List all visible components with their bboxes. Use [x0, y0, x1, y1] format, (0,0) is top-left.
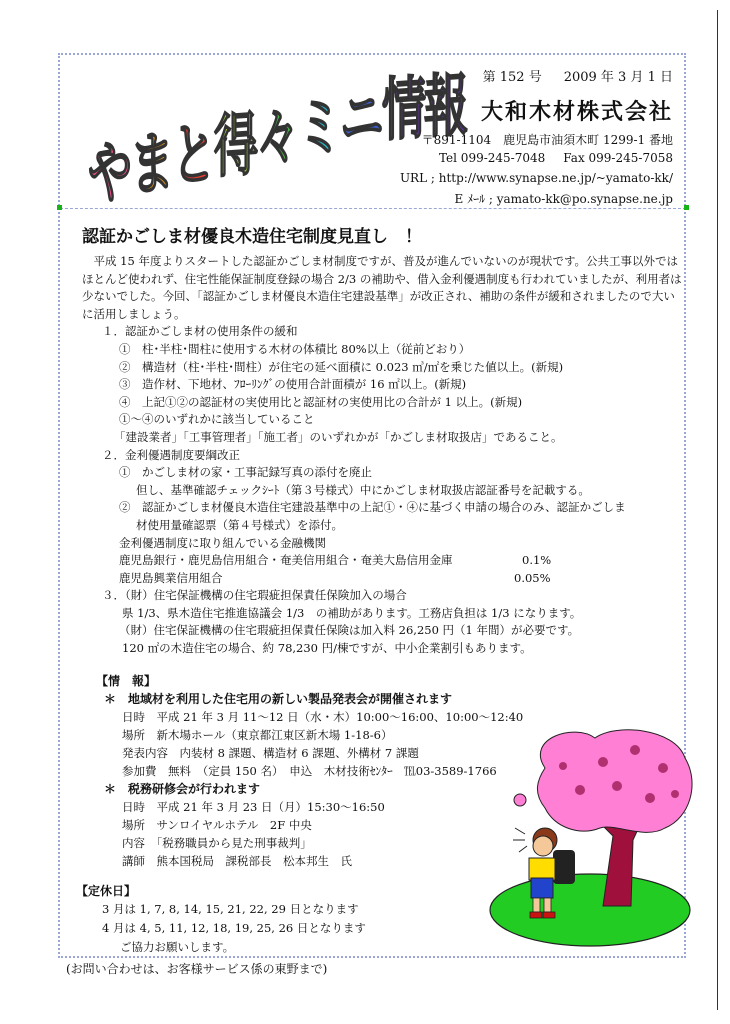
article-intro: 平成 15 年度よりスタートした認証かごしま材制度ですが、普及が進んでいないのが現状です。公共工事以外ではほとんど使われず、住宅性能保証制度登録の場合 2/3 の補助や、借入金利優遇制度も行われていましたが、利用者は少ないでした。今回、「認証かごしま材優良木造住宅建設基準」が改正され、補助の条件が緩和されましたので大いに活用しましょう。	[82, 254, 682, 321]
selection-handle	[57, 205, 62, 210]
event-2-line: 日時 平成 21 年 3 月 23 日（月）15:30～16:50	[122, 799, 385, 814]
title-char: 情	[382, 69, 424, 152]
holiday-line: ご協力お願いします。	[120, 939, 235, 954]
holiday-heading: 【定休日】	[76, 883, 137, 898]
event-1-line: 日時 平成 21 年 3 月 11～12 日（水・木）10:00～16:00、10:00～12:40	[122, 709, 524, 724]
event-2-title: ＊ 税務研修会が行われます	[104, 781, 261, 796]
title-char: や	[88, 133, 130, 216]
bank-names: 鹿児島興業信用組合	[119, 570, 223, 585]
section-3-title: ３．（財）住宅保証機構の住宅瑕疵担保責任保険加入の場合	[102, 588, 407, 603]
section-3-line: （財）住宅保証機構の住宅瑕疵担保責任保険は加入料 26,250 円（1 年間）が必要です。	[119, 623, 580, 638]
info-heading: 【情 報】	[96, 673, 157, 688]
title-char: と	[172, 114, 214, 197]
section-1-item: ② 構造材（柱･半柱･間柱）が住宅の延べ面積に 0.023 ㎥/㎡を乗じた値以上。(新規)	[119, 359, 564, 374]
bank-row	[82, 552, 682, 570]
title-char: 報	[424, 66, 466, 149]
title-char: 々	[256, 96, 298, 179]
bank-names: 鹿児島銀行・鹿児島信用組合・奄美信用組合・奄美大島信用金庫	[119, 553, 453, 568]
section-2-item-sub: 但し、基準確認チェックｼｰﾄ（第３号様式）中にかごしま材取扱店認証番号を記載する。	[136, 482, 590, 497]
bank-list-title: 金利優遇制度に取り組んでいる金融機関	[119, 535, 326, 550]
section-3-line: 県 1/3、県木造住宅推進協議会 1/3 の補助があります。工務店負担は 1/3 になります。	[122, 605, 582, 620]
company-address: 〒891-1104 鹿児島市油須木町 1299-1 番地	[421, 133, 673, 147]
title-char: ま	[130, 123, 172, 206]
event-2-line: 講師 熊本国税局 課税部長 松本邦生 氏	[122, 853, 352, 868]
footer-contact-note: (お問い合わせは、お客様サービス係の東野まで)	[66, 962, 328, 976]
bank-rate: 0.05%	[514, 570, 551, 585]
section-2-item: ② 認証かごしま材優良木造住宅建設基準中の上記①・④に基づく申請の場合のみ、認証かごしま	[119, 500, 626, 515]
page-edge-rule	[717, 10, 718, 1010]
section-2-title: ２．金利優遇制度要綱改正	[102, 447, 240, 462]
section-3-line: 120 ㎡の木造住宅の場合、約 78,230 円/棟ですが、中小企業割引もあります。	[122, 641, 532, 656]
tel-number: Tel 099-245-7048	[438, 151, 546, 165]
title-char: ミ	[298, 87, 340, 170]
issue-number: 第 152 号	[482, 70, 542, 85]
event-2-line: 内容 「税務職員から見た刑事裁判」	[122, 835, 312, 850]
contact-phone	[439, 151, 673, 165]
selection-handle	[684, 205, 689, 210]
email-address[interactable]: E ﾒｰﾙ ; yamato-kk@po.synapse.ne.jp	[454, 192, 673, 206]
bank-row	[82, 570, 682, 588]
title-char: 得	[214, 105, 256, 188]
holiday-line: 4 月は 4, 5, 11, 12, 18, 19, 25, 26 日となります	[102, 920, 366, 935]
bank-rate: 0.1%	[522, 553, 552, 568]
section-1-note: 「建設業者」「工事管理者」「施工者」のいずれかが「かごしま材取扱店」であること。	[114, 429, 563, 444]
section-1-title: １．認証かごしま材の使用条件の緩和	[102, 324, 298, 339]
section-2-item-sub: 材使用量確認票（第４号様式）を添付。	[136, 517, 343, 532]
holiday-line: 3 月は 1, 7, 8, 14, 15, 21, 22, 29 日となります	[102, 901, 359, 916]
section-1-item: ④ 上記①②の認証材の実使用比と認証材の実使用比の合計が 1 以上。(新規)	[119, 394, 523, 409]
event-1-line: 参加費 無料 （定員 150 名） 申込 木材技術ｾﾝﾀｰ ℡03-3589-1766	[122, 763, 497, 778]
article-headline: 認証かごしま材優良木造住宅制度見直し ！	[82, 227, 422, 247]
event-2-line: 場所 サンロイヤルホテル 2F 中央	[122, 817, 312, 832]
website-url[interactable]: URL ; http://www.synapse.ne.jp/~yamato-kk/	[399, 171, 673, 185]
newsletter-wordart-title	[88, 47, 466, 216]
company-name: 大和木材株式会社	[480, 100, 673, 125]
event-1-line: 場所 新木場ホール（東京都江東区新木場 1-18-6）	[122, 727, 393, 742]
section-2-item: ① かごしま材の家・工事記録写真の添付を廃止	[119, 465, 372, 480]
section-1-item: ③ 造作材、下地材、ﾌﾛｰﾘﾝｸﾞの使用合計面積が 16 ㎡以上。(新規)	[119, 377, 467, 392]
cherry-tree-child-illustration	[485, 728, 700, 948]
event-1-title: ＊ 地域材を利用した住宅用の新しい製品発表会が開催されます	[104, 691, 453, 706]
event-1-line: 発表内容 内装材 8 課題、構造材 6 課題、外構材 7 課題	[122, 745, 419, 760]
fax-number: Fax 099-245-7058	[563, 151, 673, 165]
section-1-item: ①～④のいずれかに該当していること	[119, 412, 315, 427]
issue-date: 2009 年 3 月 1 日	[563, 70, 673, 85]
title-char: ニ	[340, 78, 382, 161]
section-1-item: ① 柱･半柱･間柱に使用する木材の体積比 80%以上（従前どおり）	[119, 341, 471, 356]
issue-line	[483, 66, 673, 85]
